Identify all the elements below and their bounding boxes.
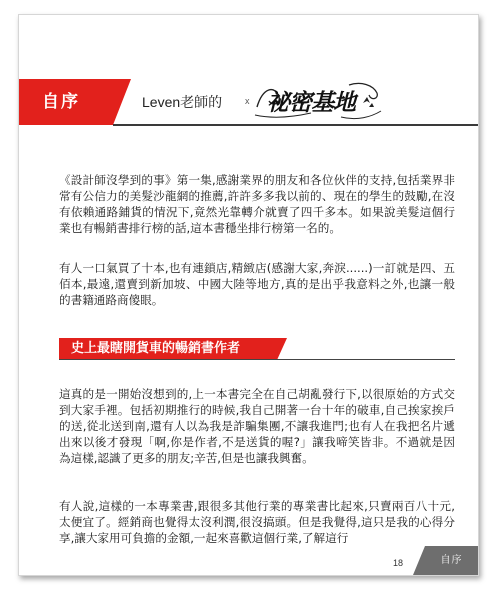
footer-tab-notch <box>413 546 425 575</box>
section-tab-notch <box>113 79 131 125</box>
header-connector: x <box>245 96 250 106</box>
header-rule <box>113 124 478 126</box>
section-tab: 自序 <box>19 79 113 125</box>
paragraph-1: 《設計師沒學到的事》第一集,感謝業界的朋友和各位伙伴的支持,包括業界非常有公信力的美髮沙龍網的推薦,許許多多我以前的、現在的學生的鼓勵,在沒有依賴通路鋪貨的情況下,竟然光靠轉介就賣了四千多本。如果說美髮這個行業也有暢銷書排行榜的話,這本書穩坐排行榜第一名的。 <box>59 173 455 235</box>
footer-section-tab: 自序 <box>425 546 478 575</box>
page-number: 18 <box>393 558 404 568</box>
paragraph-4: 有人說,這樣的一本專業書,跟很多其他行業的專業書比起來,只賣兩百八十元,太便宜了。經銷商也覺得太沒利潤,很沒搞頭。但是我覺得,這只是我的心得分享,讓大家用可負擔的金額,一起來喜歡這個行業,了解這行 <box>59 499 455 545</box>
subheading-bar-notch <box>277 338 287 360</box>
chapter-header <box>19 79 478 127</box>
book-page <box>18 14 479 576</box>
subheading-text: 史上最瞎開貨車的暢銷書作者 <box>71 341 241 356</box>
logo-text: 祕密基地 <box>267 89 355 116</box>
subheading <box>59 338 455 362</box>
secret-base-logo <box>253 77 383 123</box>
author-label: Leven老師的 <box>142 94 223 110</box>
paragraph-2: 有人一口氣買了十本,也有連鎖店,精緻店(感謝大家,奔淚......)一訂就是四、五佰本,最遠,還賣到新加坡、中國大陸等地方,真的是出乎我意料之外,也讓一般的書籍通路商傻眼。 <box>59 261 455 307</box>
paragraph-3: 這真的是一開始沒想到的,上一本書完全在自己胡亂發行下,以很原始的方式交到大家手裡。包括初期推行的時候,我自己開著一台十年的破車,自己挨家挨戶的送,從北送到南,還有人以為我是詐騙集團,不讓我進門;也有人在我把名片遞出來以後才發現「啊,你是作者,不是送貨的喔?」讓我啼笑皆非。不過就是因為這樣,認識了更多的朋友;辛苦,但是也讓我興奮。 <box>59 387 455 465</box>
subheading-rule <box>59 359 455 360</box>
